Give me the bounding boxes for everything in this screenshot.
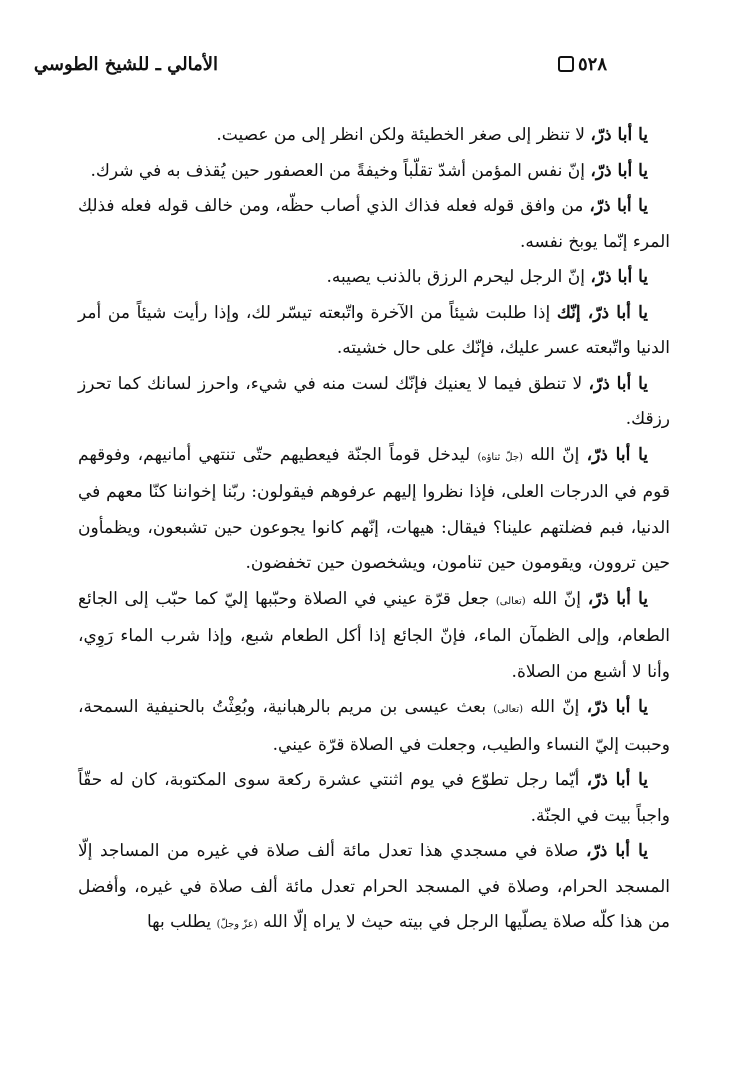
paragraph-text: ليدخل قوماً الجنّة فيعطيهم حتّى تنتهي أمانيهم، وفوقهم قوم في الدرجات العلى، فإذا نظروا إليهم عرفوهم فيقولون: ربّنا إخواننا كنّا معهم في الدنيا، فبم فضلتهم علينا؟ فيقال: هيهات، إنّهم كانوا يجوعون حين تشبعون، ويظمأون حين تروون، ويقومون حين تنامون، ويشخصون حين تخفضون. <box>78 444 670 573</box>
paragraph-3 <box>78 189 670 260</box>
paragraph-lead: يا أبا ذرّ، <box>587 588 648 609</box>
paragraph-text: لا تنظر إلى صغر الخطيئة ولكن انظر إلى من عصيت. <box>216 125 591 145</box>
paragraph-text-before: صلاة في مسجدي هذا تعدل مائة ألف صلاة في غيره من المساجد إلّا المسجد الحرام، وصلاة في المسجد الحرام تعدل مائة ألف صلاة في غيره، وأفضل من هذا كلّه صلاة يصلّيها الرجل في بيته حيث لا يراه إلّا الله <box>78 841 670 932</box>
paragraph-4 <box>78 260 670 296</box>
paragraph-lead: يا أبا ذرّ، <box>588 373 649 394</box>
paragraph-lead: يا أبا ذرّ، <box>586 770 648 790</box>
paragraph-2 <box>78 154 670 190</box>
paragraph-text-before: إنّ الله <box>523 697 587 717</box>
paragraph-lead: يا أبا ذرّ، <box>590 267 648 287</box>
paragraph-1 <box>78 118 670 154</box>
paragraph-lead: يا أبا ذرّ، <box>586 444 648 465</box>
paragraph-text: لا تنطق فيما لا يعنيك فإنّك لست منه في شيء، واحرز لسانك كما تحرز رزقك. <box>78 373 670 429</box>
paragraph-text: أيّما رجل تطوّع في يوم اثنتي عشرة ركعة سوى المكتوبة، كان له حقّاً واجباً بيت في الجنّة. <box>78 770 670 826</box>
page-header <box>33 50 642 90</box>
body-text <box>78 118 670 943</box>
paragraph-11 <box>78 834 670 943</box>
square-ornament-icon <box>558 56 574 72</box>
paragraph-text: إنّ الرجل ليحرم الرزق بالذنب يصيبه. <box>326 267 591 287</box>
paragraph-10 <box>78 763 670 834</box>
paragraph-text: يطلب بها <box>147 912 217 932</box>
paragraph-lead: يا أبا ذرّ، <box>590 160 648 181</box>
paragraph-6 <box>78 367 670 438</box>
paragraph-8 <box>78 582 670 691</box>
running-title: الأمالي ـ للشيخ الطوسي <box>33 54 218 75</box>
paragraph-lead: يا أبا ذرّ، <box>586 697 648 717</box>
paragraph-text-before: إنّ الله <box>525 588 588 609</box>
paragraph-lead: يا أبا ذرّ، <box>590 125 648 145</box>
honorific: (جلّ ثناؤه) <box>477 451 523 463</box>
honorific: (تعالى) <box>495 595 526 607</box>
paragraph-text-before: إنّ الله <box>522 444 587 465</box>
paragraph-lead: يا أبا ذرّ، <box>586 841 648 861</box>
honorific: (تعالى) <box>493 704 524 715</box>
paragraph-text: إذا طلبت شيئاً من الآخرة واتّبعته تيسّر لك، وإذا رأيت شيئاً من أمر الدنيا واتّبعته عسر عليك، فإنّك على حال خشيته. <box>78 302 670 358</box>
honorific: (عزّ وجلّ) <box>216 919 258 930</box>
paragraph-7 <box>78 438 670 582</box>
paragraph-text: إنّ نفس المؤمن أشدّ تقلّباً وخيفةً من العصفور حين يُقذف به في شرك. <box>90 160 591 181</box>
paragraph-lead: يا أبا ذرّ، <box>589 196 648 216</box>
page-number: ٥٢٨ <box>578 54 608 75</box>
paragraph-text: من وافق قوله فعله فذاك الذي أصاب حظّه، ومن خالف قوله فعله فذلك المرء إنّما يوبخ نفسه. <box>78 196 670 252</box>
paragraph-5 <box>78 296 670 367</box>
paragraph-text: جعل قرّة عيني في الصلاة وحبّبها إليّ كما حبّب إلى الجائع الطعام، وإلى الظمآن الماء، فإنّ الجائع إذا أكل الطعام شبع، وإذا شرب الماء رَوِي، وأنا لا أشبع من الصلاة. <box>78 588 670 682</box>
page-number-group <box>558 54 607 75</box>
paragraph-text: بعث عيسى بن مريم بالرهبانية، وبُعِثْتُ بالحنيفية السمحة، وحببت إليّ النساء والطيب، وجعلت في الصلاة قرّة عيني. <box>78 697 670 755</box>
paragraph-lead: يا أبا ذرّ، إنّك <box>556 302 648 323</box>
paragraph-9 <box>78 690 670 763</box>
